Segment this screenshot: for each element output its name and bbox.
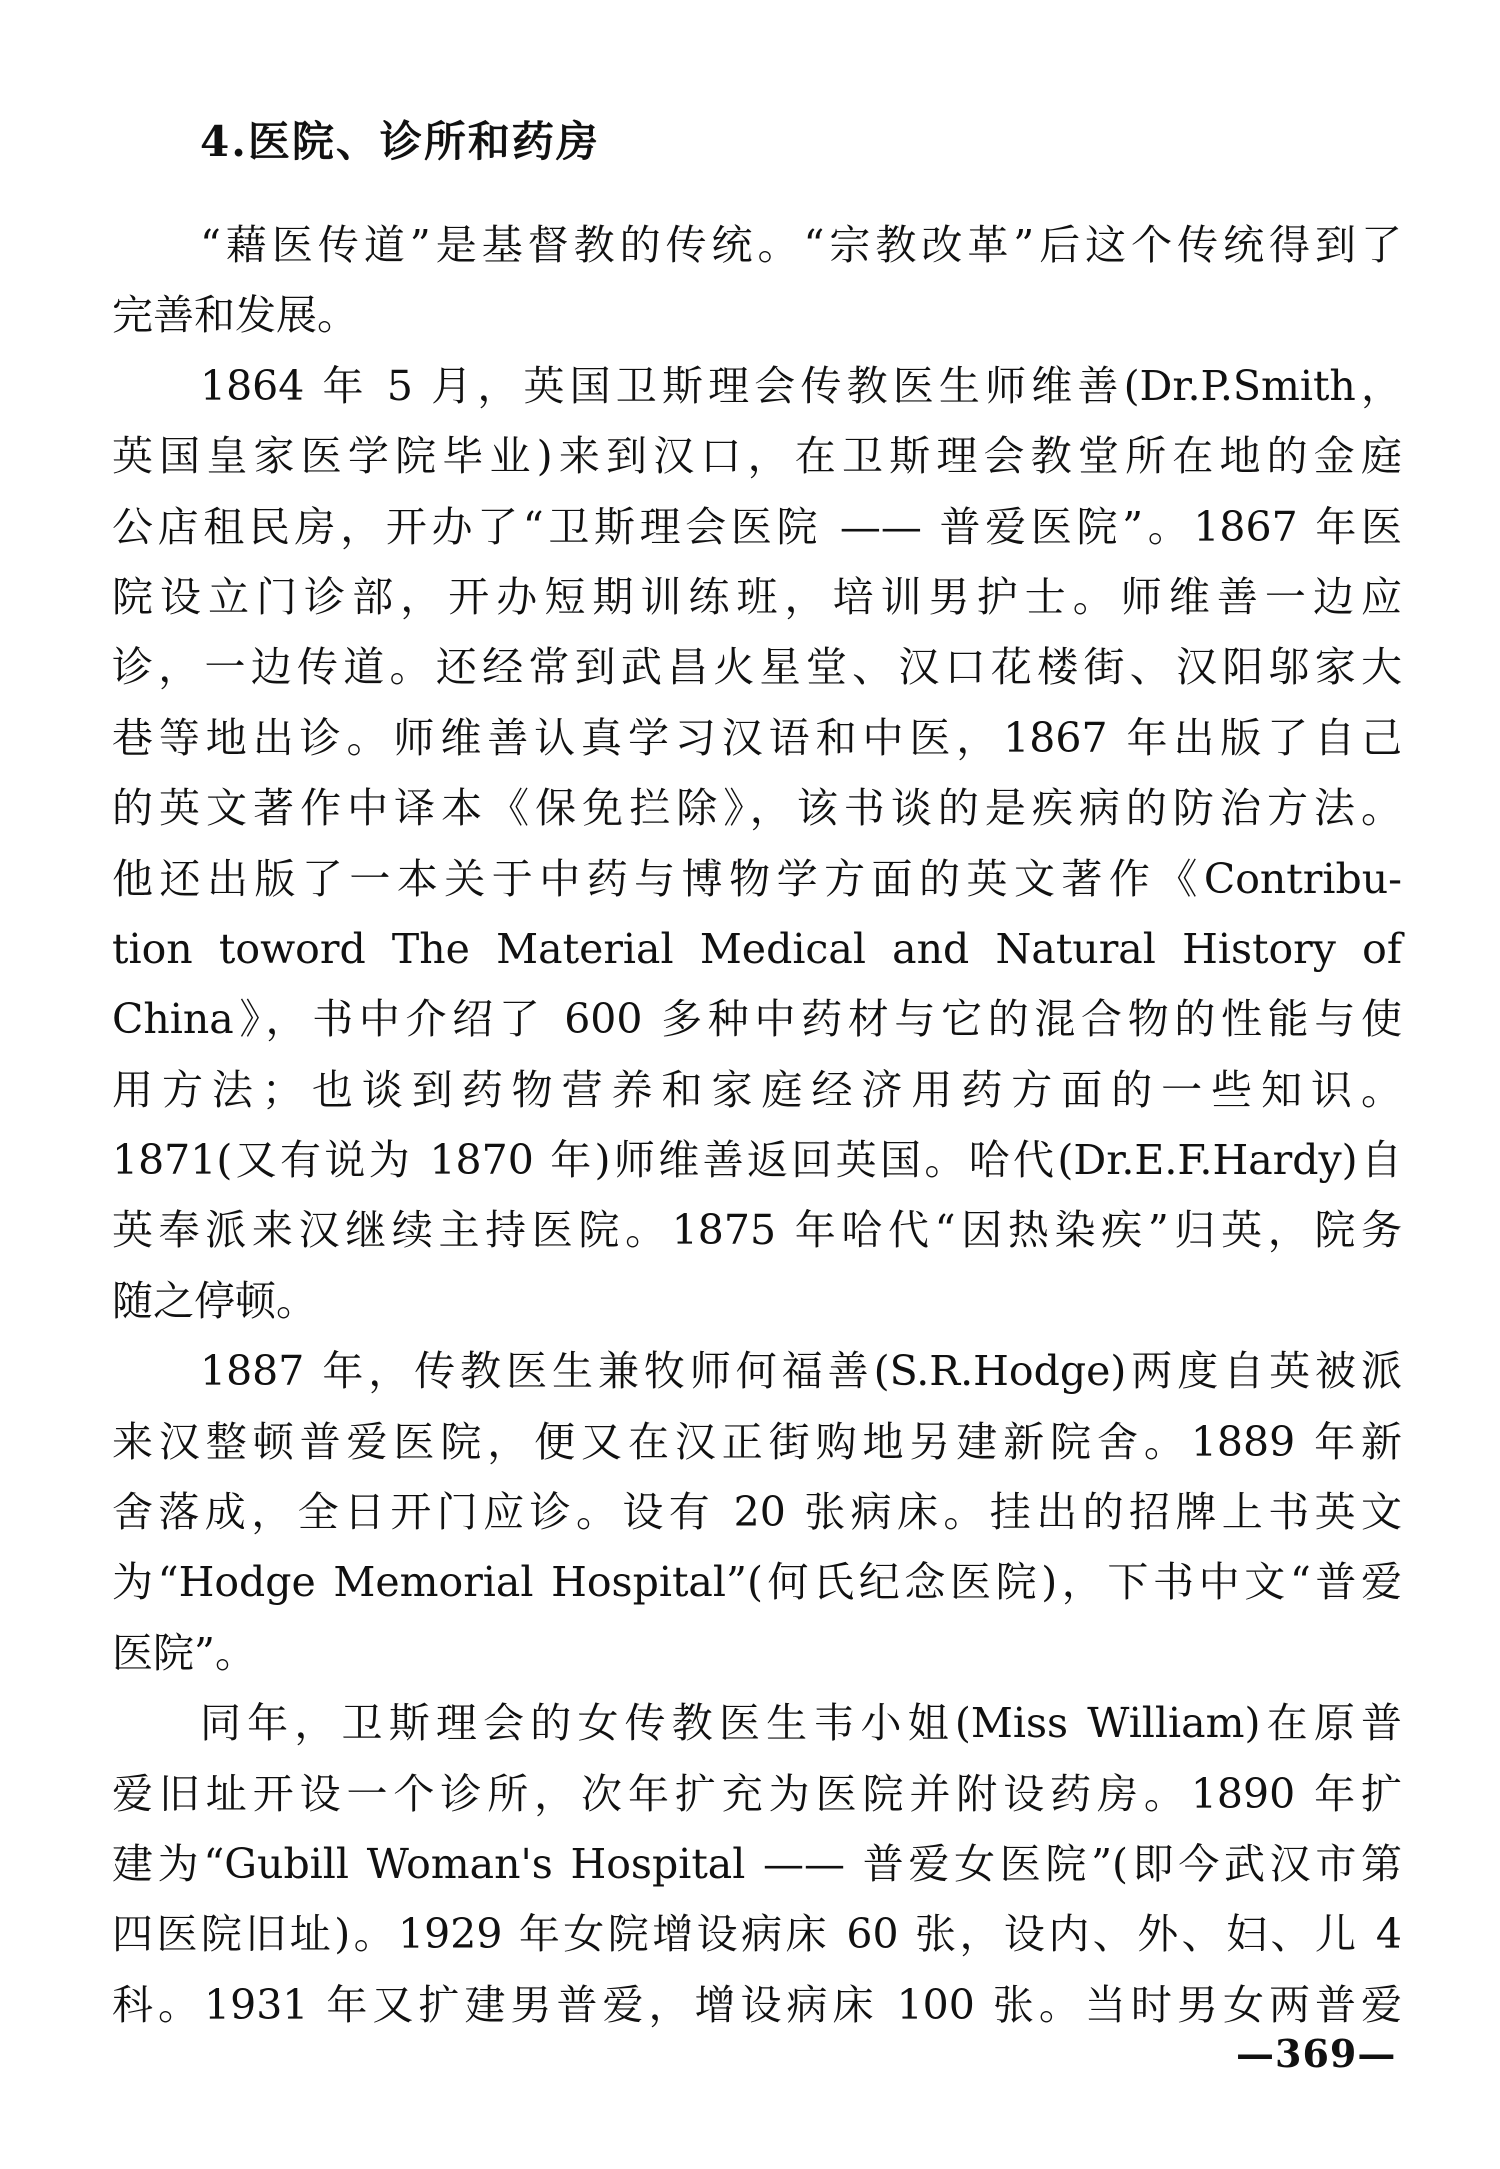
text-line: 巷等地出诊。师维善认真学习汉语和中医，1867 年出版了自己 [112, 713, 1402, 762]
text-line: 医院”。 [112, 1628, 256, 1677]
text-line: 舍落成，全日开门应诊。设有 20 张病床。挂出的招牌上书英文 [112, 1488, 1402, 1537]
text-line: 科。1931 年又扩建男普爱，增设病床 100 张。当时男女两普爱 [112, 1980, 1402, 2029]
text-line: 建为“Gubill Woman's Hospital —— 普爱女医院”(即今武汉市第 [112, 1839, 1402, 1888]
text-line: 他还出版了一本关于中药与博物学方面的英文著作《Contribu- [112, 854, 1402, 903]
text-line: 1887 年，传教医生兼牧师何福善(S.R.Hodge)两度自英被派 [200, 1347, 1402, 1396]
text-line: 随之停顿。 [112, 1276, 317, 1325]
body-text [112, 210, 1402, 2040]
section-heading: 4.医院、诊所和药房 [200, 117, 600, 166]
text-line: China》，书中介绍了 600 多种中药材与它的混合物的性能与使 [112, 995, 1402, 1044]
text-line: 院设立门诊部，开办短期训练班，培训男护士。师维善一边应 [112, 572, 1402, 621]
text-line: 1864 年 5 月，英国卫斯理会传教医生师维善(Dr.P.Smith， [200, 361, 1402, 410]
text-line: 1871(又有说为 1870 年)师维善返回英国。哈代(Dr.E.F.Hardy)自 [112, 1136, 1402, 1185]
text-line: 英国皇家医学院毕业)来到汉口，在卫斯理会教堂所在地的金庭 [112, 432, 1402, 481]
text-line: tion toword The Material Medical and Natural History of [112, 924, 1402, 973]
text-line: 同年，卫斯理会的女传教医生韦小姐(Miss William)在原普 [200, 1699, 1402, 1748]
text-line: 完善和发展。 [112, 291, 358, 340]
text-line: 公店租民房，开办了“卫斯理会医院 —— 普爱医院”。1867 年医 [112, 502, 1402, 551]
text-line: “藉医传道”是基督教的传统。“宗教改革”后这个传统得到了 [200, 221, 1402, 269]
text-line: 四医院旧址)。1929 年女院增设病床 60 张，设内、外、妇、儿 4 [112, 1910, 1402, 1959]
text-line: 为“Hodge Memorial Hospital”(何氏纪念医院)，下书中文“普爱 [112, 1558, 1402, 1607]
text-line: 来汉整顿普爱医院，便又在汉正街购地另建新院舍。1889 年新 [112, 1417, 1402, 1466]
text-line: 爱旧址开设一个诊所，次年扩充为医院并附设药房。1890 年扩 [112, 1769, 1402, 1818]
page-number: —369— [1236, 2031, 1397, 2076]
text-line: 的英文著作中译本《保免拦除》，该书谈的是疾病的防治方法。 [112, 784, 1402, 833]
text-line: 用方法；也谈到药物营养和家庭经济用药方面的一些知识。 [112, 1065, 1402, 1114]
text-line: 英奉派来汉继续主持医院。1875 年哈代“因热染疾”归英，院务 [112, 1206, 1402, 1255]
text-line: 诊，一边传道。还经常到武昌火星堂、汉口花楼街、汉阳邬家大 [112, 643, 1402, 692]
